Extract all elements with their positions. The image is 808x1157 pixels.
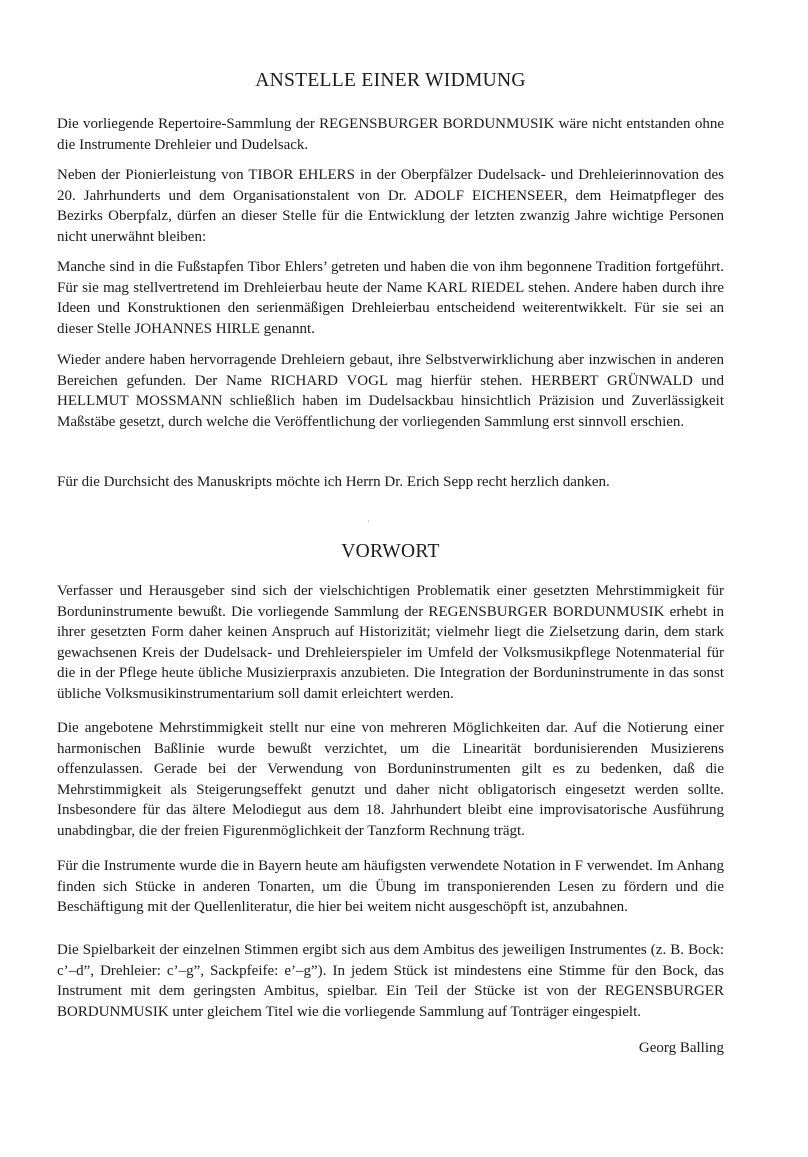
vorwort-paragraph-4: Die Spielbarkeit der einzelnen Stimmen ergibt sich aus dem Ambitus des jeweiligen Instrumentes (z. B. Bock: c’–d”, Drehleier: c’–g”, Sackpfeife: e’–g”). In jedem Stück ist mindestens eine Stimme für den Bock, das Instrument mit dem geringsten Ambitus, spielbar. Ein Teil der Stücke ist von der REGENSBURGER BORDUNMUSIK unter gleichem Titel wie die vorliegende Sammlung auf Tonträger eingespielt. bbox=[57, 942, 724, 1020]
widmung-paragraph-4: Wieder andere haben hervorragende Drehleiern gebaut, ihre Selbstverwirklichung aber inzwischen in anderen Bereichen gefunden. Der Name RICHARD VOGL mag hierfür stehen. HERBERT GRÜNWALD und HELLMUT MOSSMANN schließlich haben im Dudelsackbau hinsichtlich Präzision und Zuverlässigkeit Maßstäbe gesetzt, durch welche die Veröffentlichung der vorliegenden Sammlung erst sinnvoll erschien. bbox=[57, 352, 724, 430]
section-title-vorwort: VORWORT bbox=[341, 541, 440, 562]
widmung-paragraph-3: Manche sind in die Fußstapfen Tibor Ehlers’ getreten und haben die von ihm begonnene Tradition fortgeführt. Für sie mag stellvertretend im Drehleierbau heute der Name KARL RIEDEL stehen. Andere haben durch ihre Ideen und Konstruktionen den serienmäßigen Drehleierbau entscheidend weiterentwikkelt. Für sie sei an dieser Stelle JOHANNES HIRLE genannt. bbox=[57, 259, 724, 337]
vorwort-paragraph-3: Für die Instrumente wurde die in Bayern heute am häufigsten verwendete Notation in F verwendet. Im Anhang finden sich Stücke in anderen Tonarten, um die Übung im transponierenden Lesen zu fördern und die Beschäftigung mit der Quellenliteratur, die hier bei weitem nicht ausgeschöpft ist, anzubahnen. bbox=[57, 858, 724, 916]
widmung-paragraph-5: Für die Durchsicht des Manuskripts möchte ich Herrn Dr. Erich Sepp recht herzlich danken. bbox=[57, 474, 610, 490]
scan-speck bbox=[368, 520, 369, 522]
author-signature: Georg Balling bbox=[638, 1040, 724, 1056]
widmung-paragraph-2: Neben der Pionierleistung von TIBOR EHLERS in der Oberpfälzer Dudelsack- und Drehleierinnovation des 20. Jahrhunderts und dem Organisationstalent von Dr. ADOLF EICHENSEER, dem Heimatpfleger des Bezirks Oberpfalz, dürfen an dieser Stelle für die Entwicklung der letzten zwanzig Jahre wichtige Personen nicht unerwähnt bleiben: bbox=[57, 167, 724, 245]
vorwort-paragraph-1: Verfasser und Herausgeber sind sich der vielschichtigen Problematik einer gesetzten Mehrstimmigkeit für Borduninstrumente bewußt. Die vorliegende Sammlung der REGENSBURGER BORDUNMUSIK erhebt in ihrer gesetzten Form daher keinen Anspruch auf Historizität; vielmehr liegt die Zielsetzung darin, dem stark gewachsenen Kreis der Dudelsack- und Drehleierspieler im Umfeld der Volksmusikpflege Notenmaterial für die in der Pflege heute übliche Musizierpraxis anzubieten. Die Integration der Borduninstrumente in das sonst übliche Volksmusikinstrumentarium soll damit erleichtert werden. bbox=[57, 583, 724, 702]
widmung-paragraph-1: Die vorliegende Repertoire-Sammlung der REGENSBURGER BORDUNMUSIK wäre nicht entstanden ohne die Instrumente Drehleier und Dudelsack. bbox=[57, 116, 724, 153]
vorwort-paragraph-2: Die angebotene Mehrstimmigkeit stellt nur eine von mehreren Möglichkeiten dar. Auf die Notierung einer harmonischen Baßlinie wurde bewußt verzichtet, um die Linearität bordunisierenden Musizierens offenzulassen. Gerade bei der Verwendung von Borduninstrumenten gilt es zu bedenken, daß die Mehrstimmigkeit als Steigerungseffekt genutzt und daher nicht obligatorisch eingesetzt werden sollte. Insbesondere für das ältere Melodiegut aus dem 18. Jahrhundert bleibt eine improvisatorische Ausführung unabdingbar, die der freien Figurenmöglichkeit der Tanzform Rechnung trägt. bbox=[57, 720, 724, 839]
section-title-widmung: ANSTELLE EINER WIDMUNG bbox=[255, 70, 526, 91]
